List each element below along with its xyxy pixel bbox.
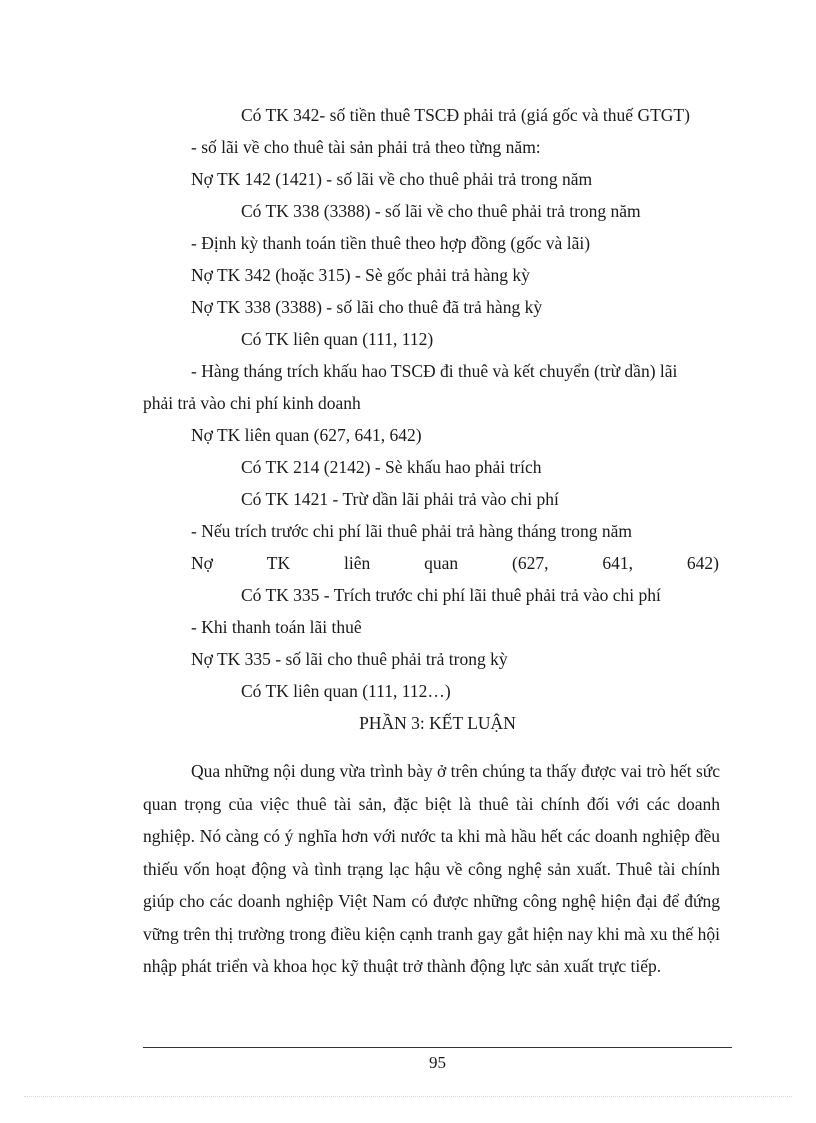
entry-debit-related: Nợ TK liên quan (627, 641, 642) (191, 425, 422, 445)
spread-word: 642) (686, 553, 719, 573)
footer-rule (143, 1047, 732, 1048)
page-number: 95 (429, 1053, 446, 1072)
entry-credit-214: Có TK 214 (2142) - Sè khấu hao phải trích (241, 457, 542, 477)
conclusion-paragraph: Qua những nội dung vừa trình bày ở trên chúng ta thấy được vai trò hết sức quan trọng của việc thuê tài sản, đặc biệt là thuê tài chính đối với các doanh nghiệp. Nó càng có ý nghĩa hơn với nước ta khi mà hầu hết các doanh nghiệp đều thiếu vốn hoạt động và tình trạng lạc hậu về công nghệ sản xuất. Thuê tài chính giúp cho các doanh nghiệp Việt Nam có được những công nghệ hiện đại để đứng vững trên thị trường trong điều kiện cạnh tranh gay gắt hiện nay khi mà xu thế hội nhập phát triển và khoa học kỹ thuật trở thành động lực sản xuất trực tiếp. (143, 761, 720, 976)
spread-word: Nợ (191, 553, 213, 573)
section-heading: PHẦN 3: KẾT LUẬN (359, 713, 516, 733)
entry-credit-338: Có TK 338 (3388) - số lãi về cho thuê phải trả trong năm (241, 201, 641, 221)
entry-debit-342: Nợ TK 342 (hoặc 315) - Sè gốc phải trả hàng kỳ (191, 265, 530, 285)
entry-interest-by-year: - số lãi về cho thuê tài sản phải trả theo từng năm: (191, 137, 541, 157)
entry-debit-335: Nợ TK 335 - số lãi cho thuê phải trả trong kỳ (191, 649, 508, 669)
entry-periodic-payment: - Định kỳ thanh toán tiền thuê theo hợp đồng (gốc và lãi) (191, 233, 591, 253)
entry-credit-related-111-112: Có TK liên quan (111, 112) (241, 329, 434, 349)
spread-word: TK (266, 553, 291, 573)
entry-accrue-interest: - Nếu trích trước chi phí lãi thuê phải trả hàng tháng trong năm (191, 521, 633, 541)
entry-debit-338: Nợ TK 338 (3388) - số lãi cho thuê đã trả hàng kỳ (191, 297, 543, 317)
spread-word: liên (343, 553, 371, 573)
spread-word: (627, (512, 553, 549, 573)
entry-credit-1421: Có TK 1421 - Trừ dần lãi phải trả vào chi phí (241, 489, 559, 509)
entry-monthly-depreciation-cont: phải trả vào chi phí kinh doanh (143, 393, 361, 413)
page-bottom-edge (24, 1096, 792, 1097)
entry-credit-342: Có TK 342- số tiền thuê TSCĐ phải trả (giá gốc và thuế GTGT) (241, 105, 690, 125)
entry-monthly-depreciation: - Hàng tháng trích khấu hao TSCĐ đi thuê và kết chuyển (trừ dần) lãi (191, 361, 678, 381)
entry-debit-142: Nợ TK 142 (1421) - số lãi về cho thuê phải trả trong năm (191, 169, 593, 189)
spread-word: 641, (602, 553, 633, 573)
entry-credit-related-final: Có TK liên quan (111, 112…) (241, 681, 451, 701)
entry-credit-335: Có TK 335 - Trích trước chi phí lãi thuê phải trả vào chi phí (241, 585, 661, 605)
spread-word: quan (424, 553, 459, 573)
entry-debit-related-spread (191, 552, 719, 574)
entry-pay-interest: - Khi thanh toán lãi thuê (191, 617, 362, 637)
